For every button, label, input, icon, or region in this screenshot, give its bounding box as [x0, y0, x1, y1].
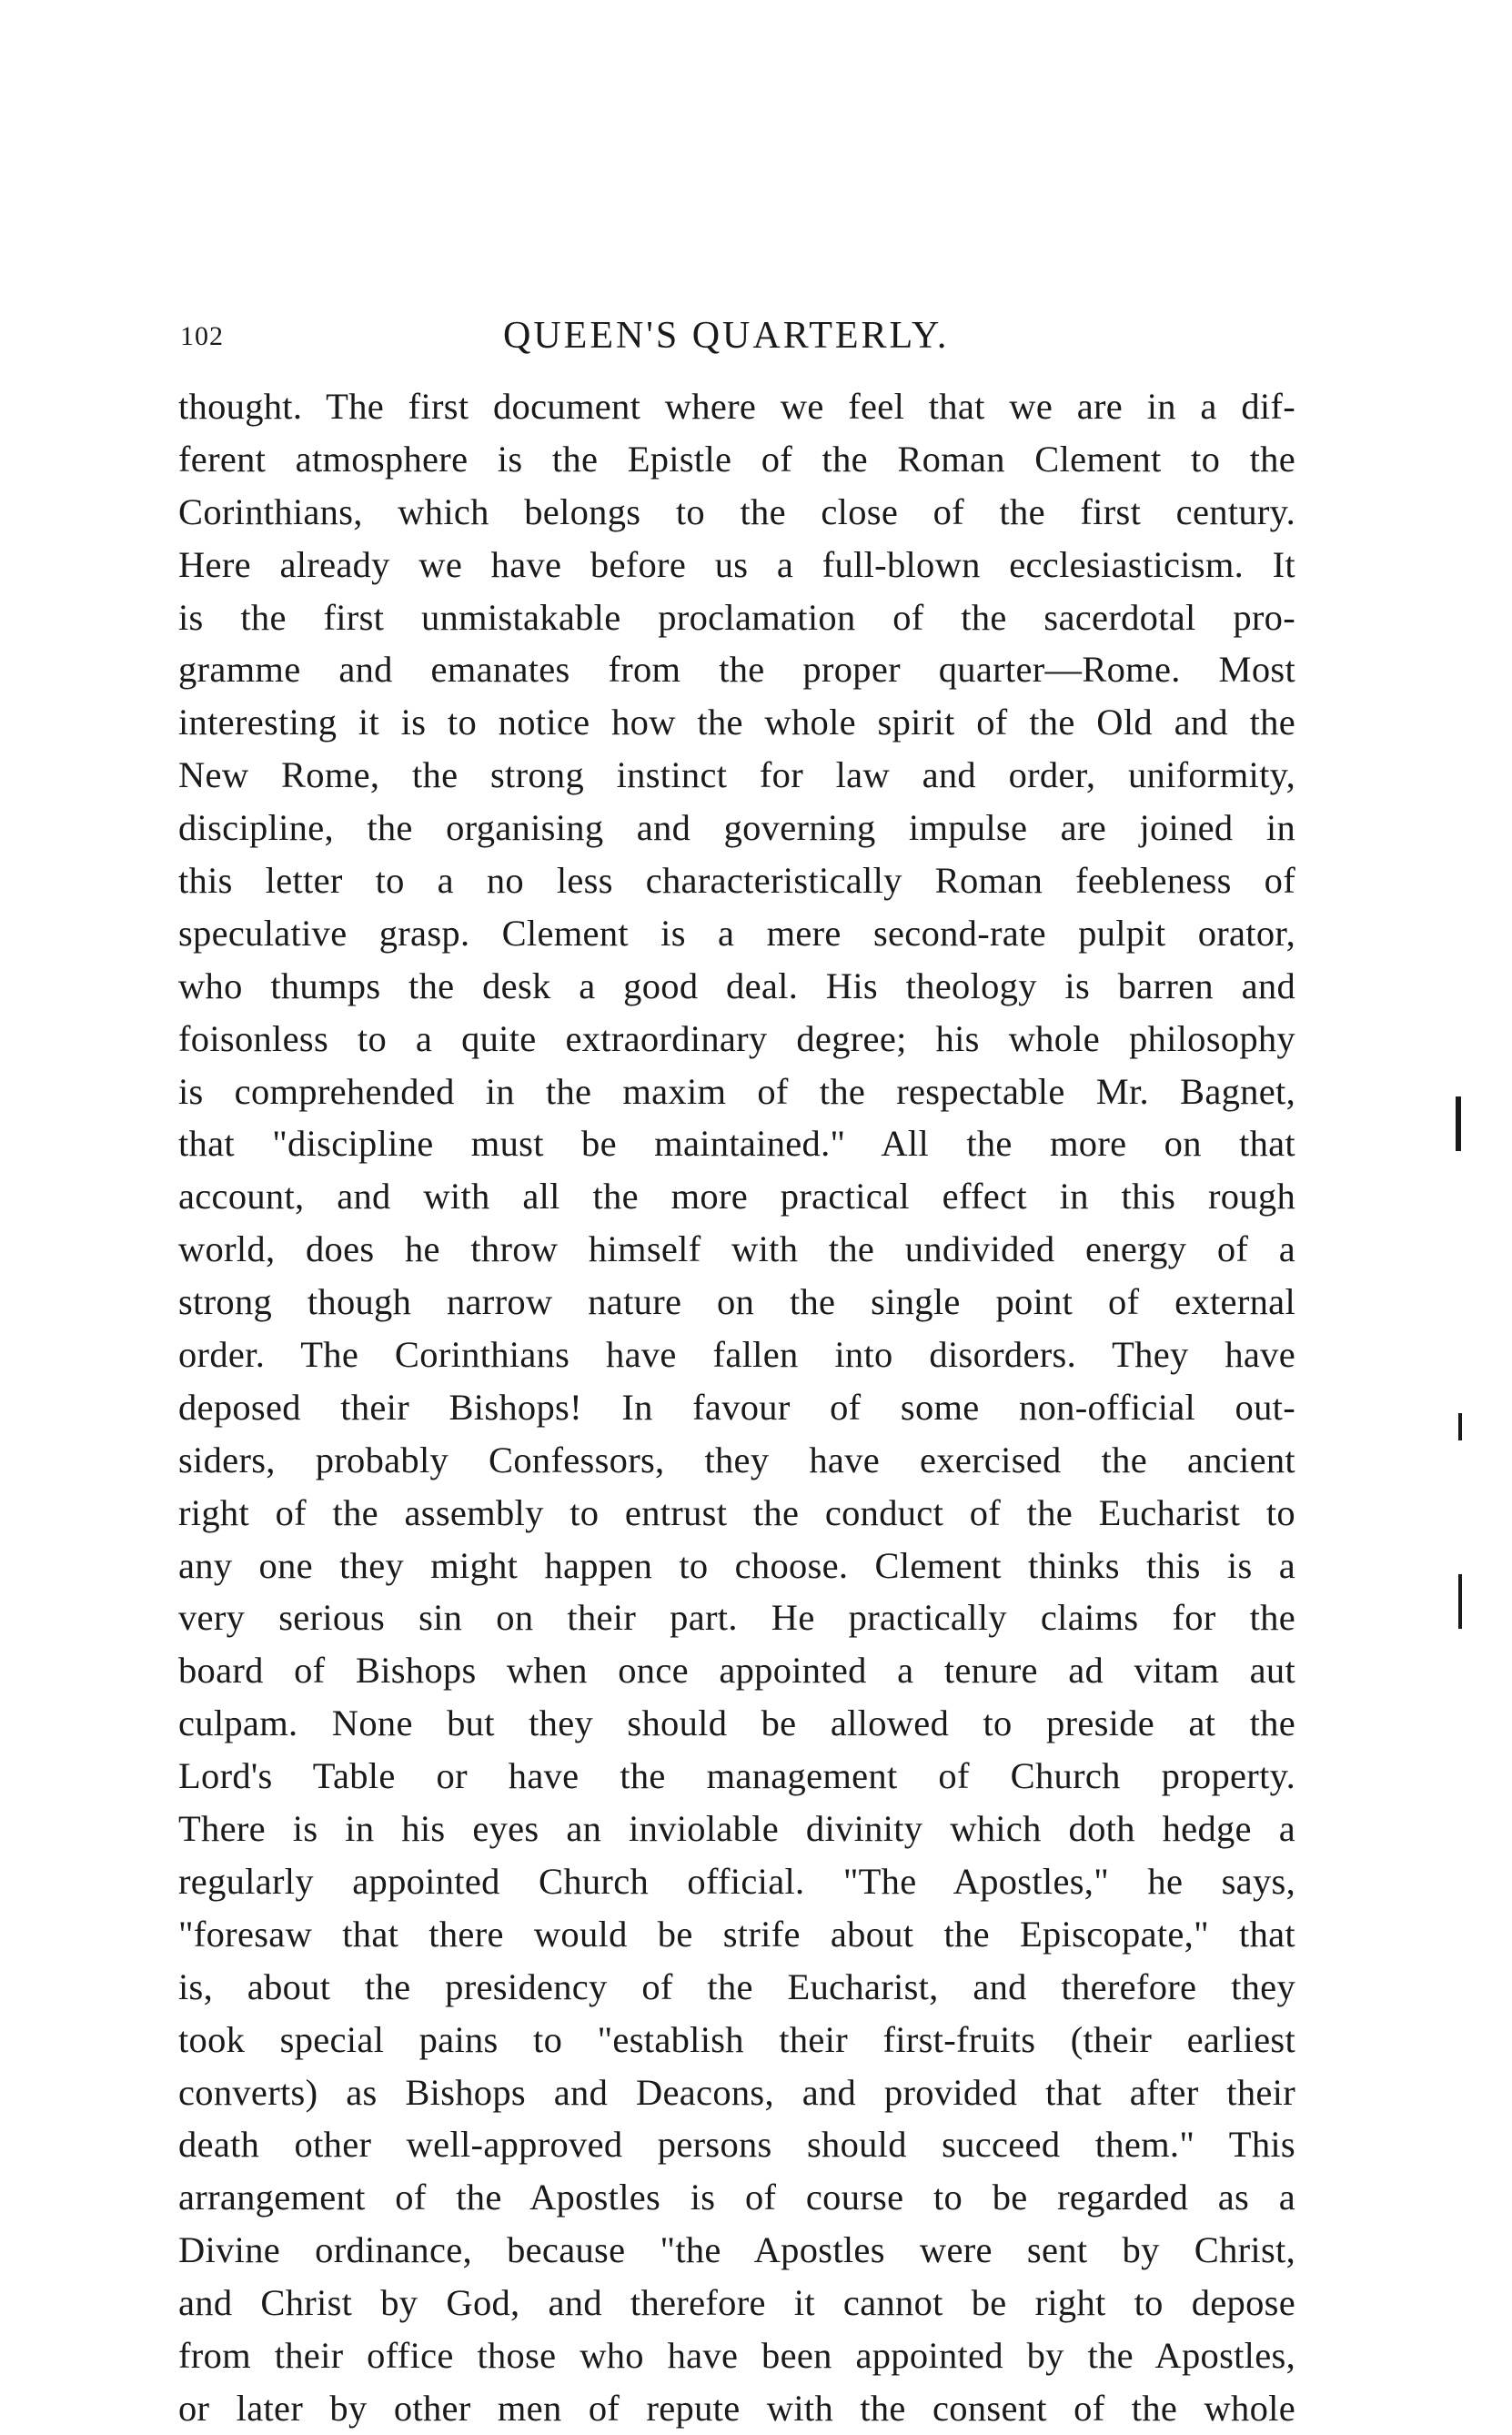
- text-line: interesting it is to notice how the whole spirit of the Old and the: [178, 702, 1295, 743]
- text-line: is comprehended in the maxim of the respectable Mr. Bagnet,: [178, 1070, 1295, 1112]
- text-line: arrangement of the Apostles is of course to be regarded as a: [178, 2177, 1295, 2218]
- text-line: or later by other men of repute with the consent of the whole: [178, 2387, 1295, 2429]
- text-line: right of the assembly to entrust the conduct of the Eucharist to: [178, 1491, 1295, 1533]
- text-line: Here already we have before us a full-blown ecclesiasticism. It: [178, 543, 1295, 585]
- margin-mark: [1456, 1096, 1461, 1151]
- text-line: gramme and emanates from the proper quarter—Rome. Most: [178, 649, 1295, 691]
- text-line: There is in his eyes an inviolable divinity which doth hedge a: [178, 1808, 1295, 1850]
- text-line: speculative grasp. Clement is a mere second-rate pulpit orator,: [178, 912, 1295, 954]
- text-line: that "discipline must be maintained." All the more on that: [178, 1123, 1295, 1165]
- text-line: ferent atmosphere is the Epistle of the Roman Clement to the: [178, 438, 1295, 480]
- text-line: "foresaw that there would be strife about the Episcopate," that: [178, 1913, 1295, 1955]
- text-line: this letter to a no less characteristically Roman feebleness of: [178, 860, 1295, 902]
- text-line: very serious sin on their part. He practically claims for the: [178, 1597, 1295, 1639]
- text-line: Lord's Table or have the management of Church property.: [178, 1755, 1295, 1797]
- text-line: death other well-approved persons should succeed them." This: [178, 2124, 1295, 2166]
- text-line: account, and with all the more practical effect in this rough: [178, 1176, 1295, 1218]
- text-line: is, about the presidency of the Eucharist, and therefore they: [178, 1965, 1295, 2007]
- text-line: and Christ by God, and therefore it cannot be right to depose: [178, 2282, 1295, 2324]
- text-line: culpam. None but they should be allowed to preside at the: [178, 1702, 1295, 1744]
- text-line: foisonless to a quite extraordinary degree; his whole philosophy: [178, 1017, 1295, 1059]
- text-line: New Rome, the strong instinct for law and order, uniformity,: [178, 754, 1295, 796]
- text-line: board of Bishops when once appointed a tenure ad vitam aut: [178, 1650, 1295, 1692]
- page-number: 102: [180, 321, 224, 351]
- margin-mark: [1458, 1574, 1462, 1629]
- text-line: is the first unmistakable proclamation of the sacerdotal pro-: [178, 596, 1295, 638]
- text-line: world, does he throw himself with the undivided energy of a: [178, 1228, 1295, 1270]
- page-header: [180, 314, 1017, 369]
- text-line: order. The Corinthians have fallen into disorders. They have: [178, 1334, 1295, 1376]
- text-line: regularly appointed Church official. "The Apostles," he says,: [178, 1860, 1295, 1902]
- text-line: discipline, the organising and governing impulse are joined in: [178, 807, 1295, 849]
- text-line: strong though narrow nature on the single point of external: [178, 1281, 1295, 1323]
- running-head: QUEEN'S QUARTERLY.: [503, 315, 950, 357]
- text-line: any one they might happen to choose. Clement thinks this is a: [178, 1544, 1295, 1586]
- text-line: Divine ordinance, because "the Apostles were sent by Christ,: [178, 2229, 1295, 2271]
- text-line: Corinthians, which belongs to the close of the first century.: [178, 490, 1295, 532]
- text-line: who thumps the desk a good deal. His theology is barren and: [178, 965, 1295, 1006]
- text-line: deposed their Bishops! In favour of some non-official out-: [178, 1386, 1295, 1428]
- text-line: from their office those who have been appointed by the Apostles,: [178, 2334, 1295, 2376]
- text-line: siders, probably Confessors, they have exercised the ancient: [178, 1439, 1295, 1480]
- text-line: thought. The first document where we feel that we are in a dif-: [178, 386, 1295, 427]
- body-text: [178, 380, 1295, 2435]
- text-line: converts) as Bishops and Deacons, and provided that after their: [178, 2071, 1295, 2113]
- text-line: took special pains to "establish their first-fruits (their earliest: [178, 2018, 1295, 2060]
- margin-mark: [1458, 1413, 1462, 1440]
